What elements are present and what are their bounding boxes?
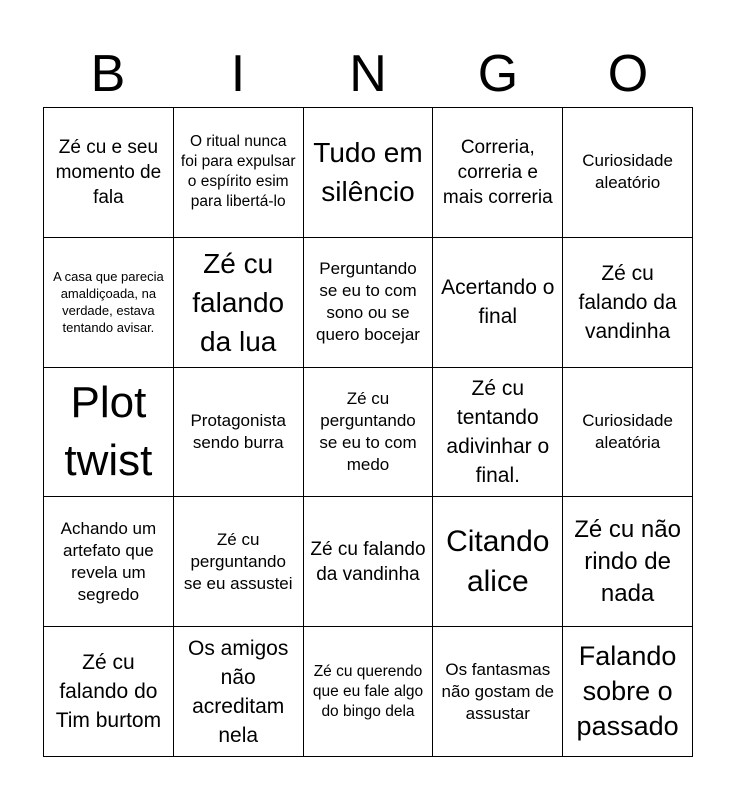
bingo-cell-r2-c4[interactable]: [433, 238, 563, 368]
bingo-cell-text: Citando alice: [446, 524, 550, 598]
bingo-cell-r2-c5[interactable]: [563, 238, 693, 368]
bingo-cell-r5-c4[interactable]: [433, 627, 563, 757]
bingo-cell-text: Os fantasmas não gostam de assustar: [441, 659, 555, 723]
bingo-cell-r5-c1[interactable]: [44, 627, 174, 757]
bingo-cell-text: Zé cu falando do Tim burtom: [55, 651, 162, 733]
bingo-cell-r4-c3[interactable]: [304, 497, 434, 627]
bingo-cell-text: A casa que parecia amaldiçoada, na verdade, estava tentando avisar.: [53, 269, 164, 336]
bingo-cell-text: Protagonista sendo burra: [190, 410, 286, 452]
bingo-cell-r3-c5[interactable]: [563, 368, 693, 498]
header-letter-g: G: [477, 45, 519, 103]
bingo-cell-text: Zé cu perguntando se eu to com medo: [319, 388, 417, 474]
bingo-cell-r3-c3[interactable]: [304, 368, 434, 498]
bingo-cell-r4-c1[interactable]: [44, 497, 174, 627]
header-letter-n: N: [349, 45, 387, 103]
bingo-cell-text: Curiosidade aleatório: [582, 151, 673, 193]
bingo-header: [43, 40, 693, 108]
bingo-cell-text: Zé cu querendo que eu fale algo do bingo dela: [312, 662, 424, 720]
bingo-cell-r1-c4[interactable]: [433, 108, 563, 238]
bingo-cell-r4-c5[interactable]: [563, 497, 693, 627]
bingo-cell-text: Correria, correria e mais correria: [442, 136, 553, 208]
bingo-cell-text: Achando um artefato que revela um segredo: [60, 518, 157, 604]
bingo-cell-r4-c2[interactable]: [174, 497, 304, 627]
bingo-cell-r2-c1[interactable]: [44, 238, 174, 368]
bingo-cell-r5-c2[interactable]: [174, 627, 304, 757]
bingo-cell-r5-c5[interactable]: [563, 627, 693, 757]
bingo-cell-text: Plot twist: [64, 377, 153, 485]
bingo-cell-r1-c5[interactable]: [563, 108, 693, 238]
header-letter-b: B: [90, 45, 126, 103]
bingo-cell-text: Zé cu falando da vandinha: [310, 538, 426, 585]
bingo-cell-text: O ritual nunca foi para expulsar o espírito esim para libertá-lo: [180, 133, 296, 211]
bingo-cell-r1-c1[interactable]: [44, 108, 174, 238]
bingo-cell-text: Tudo em silêncio: [313, 137, 423, 208]
bingo-cell-r3-c1[interactable]: [44, 368, 174, 498]
bingo-cell-text: Zé cu tentando adivinhar o final.: [446, 376, 550, 487]
bingo-cell-r2-c3[interactable]: [304, 238, 434, 368]
bingo-cell-text: Zé cu e seu momento de fala: [55, 136, 162, 208]
bingo-cell-text: Perguntando se eu to com sono ou se quero bocejar: [316, 259, 420, 345]
bingo-cell-text: Curiosidade aleatória: [582, 410, 673, 452]
bingo-cell-r3-c4[interactable]: [433, 368, 563, 498]
bingo-cell-r3-c2[interactable]: [174, 368, 304, 498]
bingo-cell-text: Falando sobre o passado: [576, 641, 679, 742]
bingo-cell-text: Zé cu perguntando se eu assustei: [183, 529, 293, 593]
bingo-cell-text: Acertando o final: [441, 276, 555, 329]
bingo-grid: [43, 107, 693, 757]
bingo-cell-text: Zé cu falando da lua: [192, 247, 285, 357]
bingo-cell-r1-c3[interactable]: [304, 108, 434, 238]
bingo-cell-r1-c2[interactable]: [174, 108, 304, 238]
bingo-cell-text: Zé cu não rindo de nada: [574, 515, 681, 607]
header-letter-i: I: [230, 45, 246, 103]
bingo-cell-r5-c3[interactable]: [304, 627, 434, 757]
header-letter-o: O: [607, 45, 649, 103]
bingo-cell-text: Zé cu falando da vandinha: [578, 261, 677, 343]
bingo-cell-r4-c4[interactable]: [433, 497, 563, 627]
bingo-cell-text: Os amigos não acreditam nela: [188, 636, 289, 747]
bingo-cell-r2-c2[interactable]: [174, 238, 304, 368]
